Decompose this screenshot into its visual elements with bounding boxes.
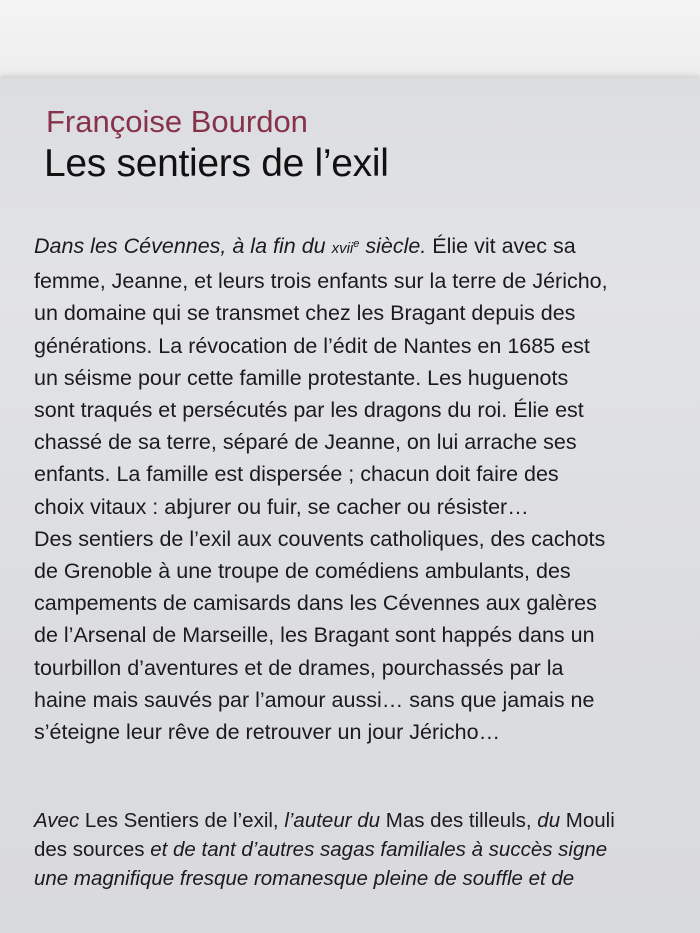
synopsis-line: chassé de sa terre, séparé de Jeanne, on lui arrache ses [34,430,577,455]
synopsis-line: de Grenoble à une troupe de comédiens ambulants, des [34,559,571,584]
synopsis-line: choix vitaux : abjurer ou fuir, se cacher ou résister… [34,494,529,519]
synopsis-line: un séisme pour cette famille protestante. Les huguenots [34,365,569,390]
author-name: Françoise Bourdon [46,104,308,139]
blurb-line-2 [34,835,700,864]
synopsis-line: générations. La révocation de l’édit de Nantes en 1685 est [34,333,590,358]
blurb-line-3: une magnifique fresque romanesque pleine de souffle et de [34,867,575,890]
author-blurb [34,806,700,893]
blurb-text-italic: l’auteur du [284,809,381,832]
synopsis-line: enfants. La famille est dispersée ; chacun doit faire des [34,462,559,487]
synopsis-line: sont traqués et persécutés par les dragons du roi. Élie est [34,398,584,423]
blurb-text-italic: du [537,809,561,832]
century-superscript: e [353,238,360,250]
blurb-text-italic: et de tant d’autres sagas familiales à succès signe [144,838,608,861]
synopsis-line: un domaine qui se transmet chez les Bragant depuis des [34,301,576,326]
blurb-book-title: Les Sentiers de l’exil, [79,809,285,832]
blurb-book-title: Mas des tilleuls, [380,809,538,832]
synopsis-line: tourbillon d’aventures et de drames, pourchassés par la [34,655,564,680]
book-back-cover [0,78,700,933]
synopsis-line: Des sentiers de l’exil aux couvents catholiques, des cachots [34,526,606,551]
synopsis-line: de l’Arsenal de Marseille, les Bragant sont happés dans un [34,623,595,648]
century-numeral: xvii [331,240,354,257]
synopsis-line: haine mais sauvés par l’amour aussi… sans que jamais ne [34,687,595,712]
synopsis-line: campements de camisards dans les Cévennes aux galères [34,591,597,616]
blurb-book-title: des sources [34,838,145,861]
synopsis-line-1-rest: Élie vit avec sa [426,234,576,258]
synopsis-intro-italic: Dans les Cévennes, à la fin du [34,234,332,258]
blurb-line-1 [34,806,700,835]
synopsis-line: femme, Jeanne, et leurs trois enfants sur la terre de Jéricho, [34,269,608,294]
synopsis-line: s’éteigne leur rêve de retrouver un jour Jéricho… [34,720,501,745]
blurb-text-italic: Avec [34,809,80,832]
synopsis [34,228,700,748]
synopsis-intro-italic-end: siècle. [359,234,427,258]
blurb-book-title: Mouli [560,809,615,832]
synopsis-line-1 [34,228,700,265]
book-title: Les sentiers de l’exil [44,142,389,185]
